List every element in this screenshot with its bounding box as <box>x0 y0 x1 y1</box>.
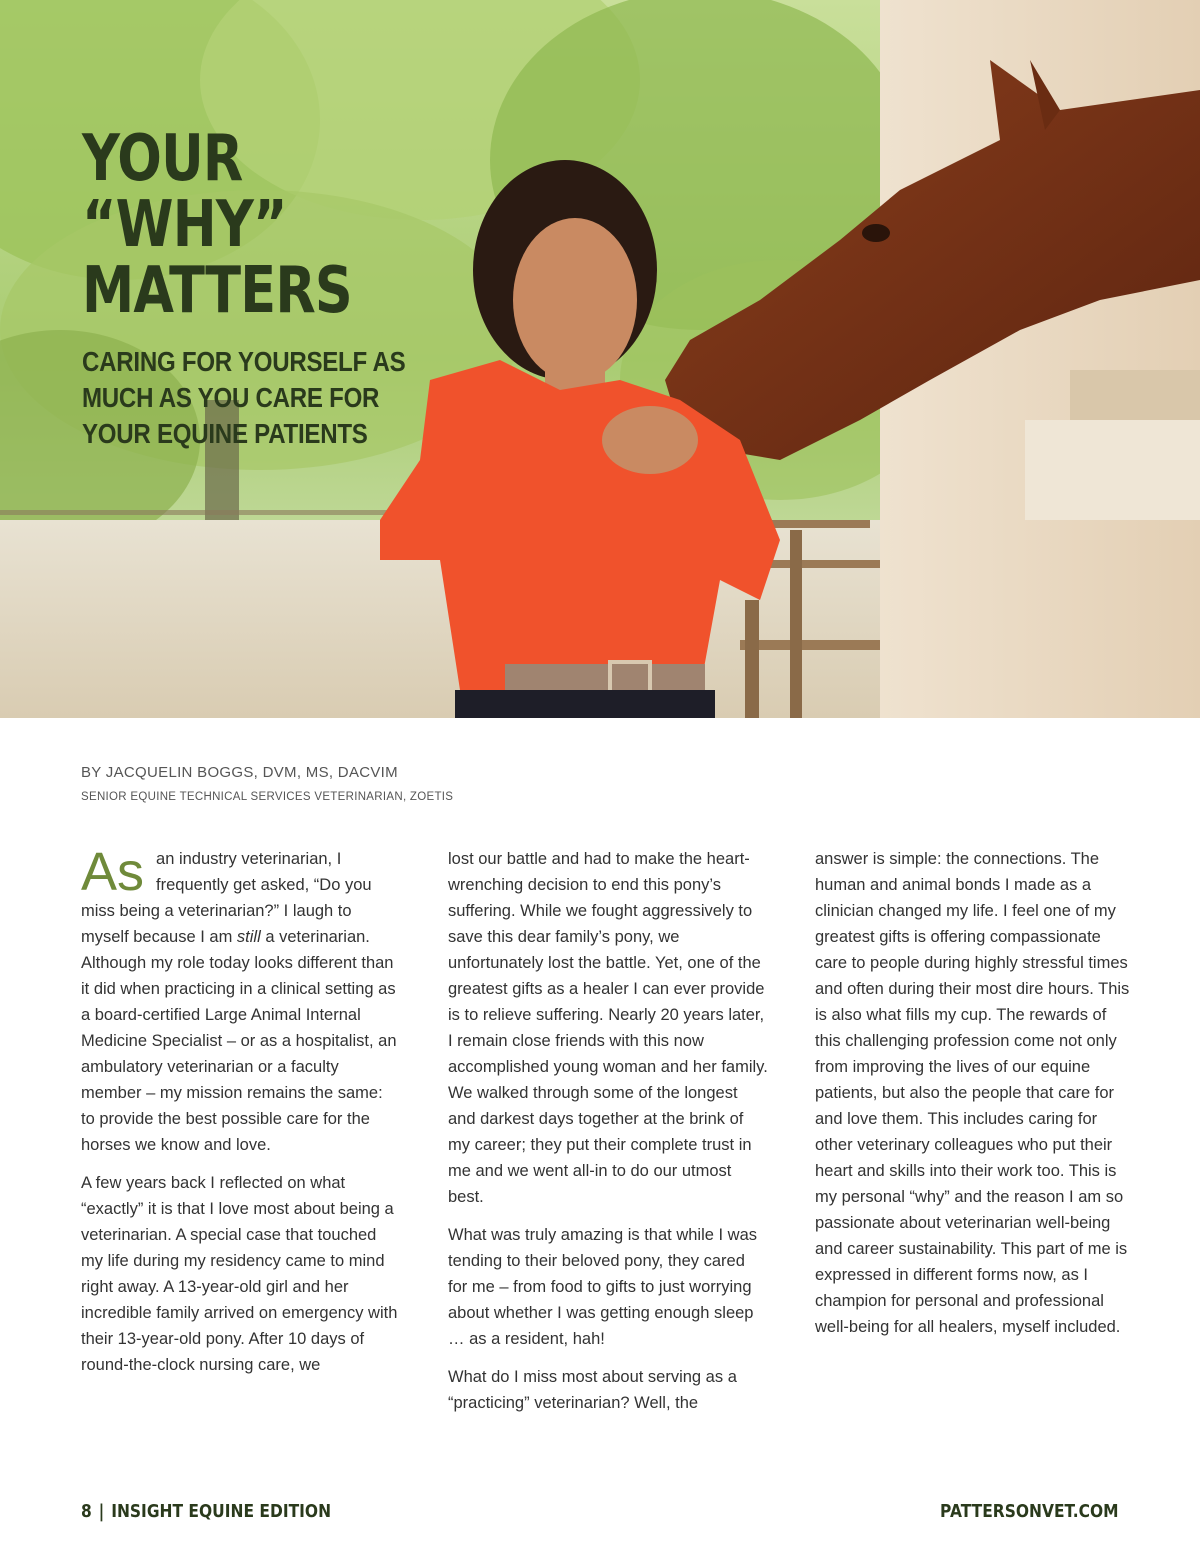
paragraph-text: a veterinarian. Although my role today looks different than it did when practicing in a clinical setting as a board-certified Large Animal Internal Medicine Specialist – or as a hospitalist, an ambulatory veterinarian or a faculty member – my mission remains the same: to provide the best possible care for the horses we know and love. <box>81 928 397 1154</box>
headline-line-3: MATTERS <box>82 254 352 328</box>
headline <box>82 122 352 328</box>
footer-separator: | <box>98 1501 105 1522</box>
subheadline <box>82 344 405 452</box>
article-paragraph: lost our battle and had to make the heart-wrenching decision to end this pony’s suffering. While we fought aggressively to save this dear family’s pony, we unfortunately lost the battle. Yet, one of the greatest gifts as a healer I can ever provide is to relieve suffering. Nearly 20 years later, I remain close friends with this now accomplished young woman and her family. We walked through some of the longest and darkest days together at the brink of my career; they put their complete trust in me and we went all-in to do our utmost best. <box>448 850 768 1206</box>
emphasis-text: still <box>236 928 261 946</box>
headline-line-1: YOUR <box>82 122 243 196</box>
subheadline-line-2: MUCH AS YOU CARE FOR <box>82 382 380 413</box>
subheadline-line-3: YOUR EQUINE PATIENTS <box>82 418 368 449</box>
author-role: SENIOR EQUINE TECHNICAL SERVICES VETERINARIAN, ZOETIS <box>81 791 454 803</box>
article-column-1 <box>81 842 401 1390</box>
paragraph-text: an industry veterinarian, I frequently get asked, “Do you miss being a veterinarian?” I laugh to myself because I am <box>81 850 372 946</box>
article-paragraph: answer is simple: the connections. The human and animal bonds I made as a clinician changed my life. I feel one of my greatest gifts is offering compassionate care to people during highly stressful times and often during their most dire hours. This is also what fills my cup. The rewards of this challenging profession come not only from improving the lives of our equine patients, but also the people that care for and love them. This includes caring for other veterinary colleagues who put their heart and skills into their work too. This is my personal “why” and the reason I am so passionate about veterinarian well-being and career sustainability. This part of me is expressed in different forms now, as I champion for personal and professional well-being for all healers, myself included. <box>815 850 1130 1336</box>
article-paragraph: A few years back I reflected on what “exactly” it is that I love most about being a veterinarian. A special case that touched my life during my residency came to mind right away. A 13-year-old girl and her incredible family arrived on emergency with their 13-year-old pony. After 10 days of round-the-clock nursing care, we <box>81 1174 398 1374</box>
page-footer-left <box>81 1501 331 1522</box>
website-link[interactable]: PATTERSONVET.COM <box>940 1501 1119 1522</box>
article-paragraph <box>81 842 401 1158</box>
author-byline: BY JACQUELIN BOGGS, DVM, MS, DACVIM <box>81 764 398 781</box>
publication-name: INSIGHT EQUINE EDITION <box>111 1501 332 1522</box>
article-paragraph: What do I miss most about serving as a “practicing” veterinarian? Well, the <box>448 1368 737 1412</box>
hero-photo <box>0 0 1200 718</box>
page-number: 8 <box>81 1501 92 1522</box>
article-column-3 <box>815 846 1135 1352</box>
headline-line-2: “WHY” <box>82 188 287 262</box>
drop-cap: As <box>81 842 145 902</box>
article-paragraph: What was truly amazing is that while I was tending to their beloved pony, they cared for me – from food to gifts to just worrying about whether I was getting enough sleep … as a resident, hah! <box>448 1226 758 1348</box>
article-column-2 <box>448 846 768 1428</box>
subheadline-line-1: CARING FOR YOURSELF AS <box>82 346 406 377</box>
